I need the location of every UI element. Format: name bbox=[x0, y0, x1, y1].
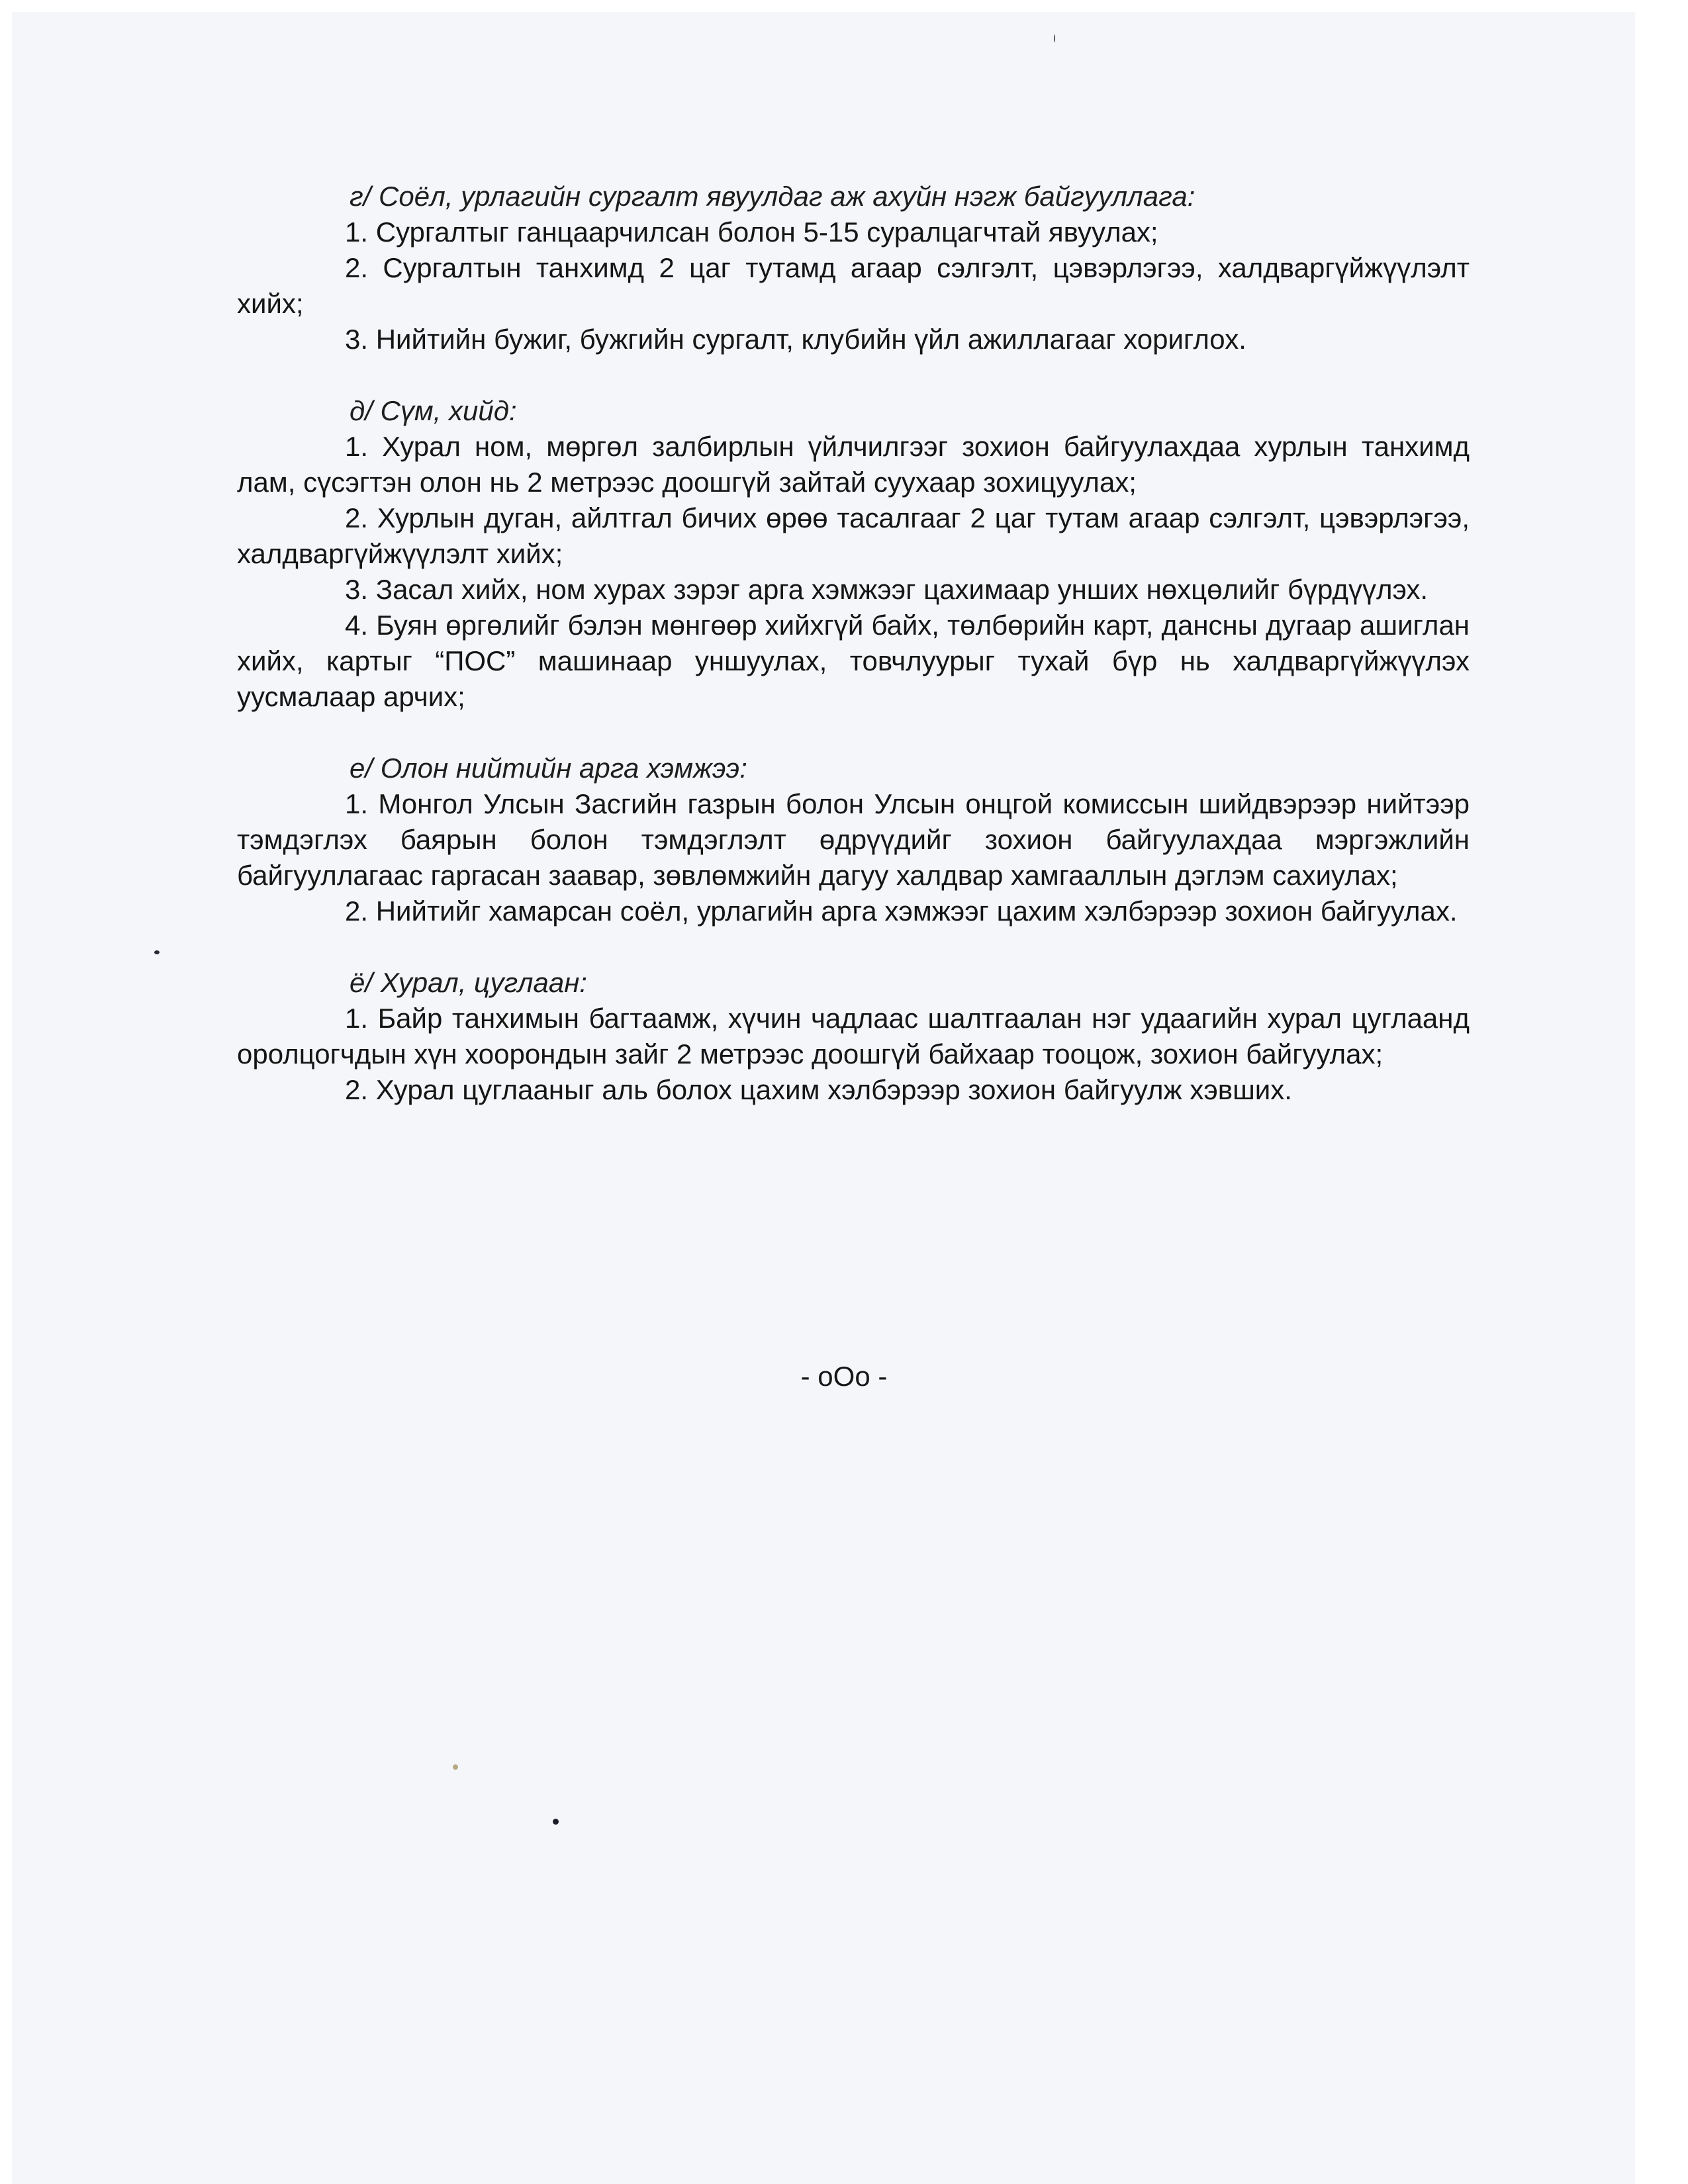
list-item: 2. Сургалтын танхимд 2 цаг тутамд агаар сэлгэлт, цэвэрлэгээ, халдваргүйжүүлэлт хийх; bbox=[237, 252, 1470, 319]
list-item: 3. Нийтийн бужиг, бужгийн сургалт, клубийн үйл ажиллагааг хориглох. bbox=[345, 324, 1246, 355]
scan-speck bbox=[453, 1764, 458, 1770]
list-item: 2. Хурал цуглааныг аль болох цахим хэлбэрээр зохион байгуулж хэвших. bbox=[345, 1074, 1292, 1105]
list-item: 2. Хурлын дуган, айлтгал бичих өрөө тасалгааг 2 цаг тутам агаар сэлгэлт, цэвэрлэгээ, халдваргүйжүүлэлт хийх; bbox=[237, 502, 1470, 569]
section-meetings-gatherings bbox=[237, 965, 1470, 1108]
list-item: 1. Сургалтыг ганцаарчилсан болон 5-15 суралцагчтай явуулах; bbox=[345, 216, 1158, 248]
section-temples-monasteries bbox=[237, 393, 1470, 715]
end-of-document-mark: - оОо - bbox=[800, 1361, 888, 1392]
section-heading: д/ Сүм, хийд: bbox=[350, 395, 517, 426]
section-heading: ё/ Хурал, цуглаан: bbox=[350, 967, 587, 998]
list-item: 1. Монгол Улсын Засгийн газрын болон Улсын онцгой комиссын шийдвэрээр нийтээр тэмдэглэх баярын болон тэмдэглэлт өдрүүдийг зохион байгуулахдаа мэргэжлийн байгууллагаас гаргасан заавар, зөвлөмжийн дагуу халдвар хамгааллын дэглэм сахиулах; bbox=[237, 788, 1470, 891]
list-item: 4. Буян өргөлийг бэлэн мөнгөөр хийхгүй байх, төлбөрийн карт, дансны дугаар ашиглан хийх, картыг “ПОС” машинаар уншуулах, товчлуурыг тухай бүр нь халдваргүйжүүлэх уусмалаар арчих; bbox=[237, 610, 1470, 712]
section-public-events bbox=[237, 751, 1470, 929]
section-heading: е/ Олон нийтийн арга хэмжээ: bbox=[350, 752, 747, 784]
scan-speck bbox=[553, 1819, 559, 1825]
scan-speck bbox=[154, 950, 160, 954]
section-heading: г/ Соёл, урлагийн сургалт явуулдаг аж ахуйн нэгж байгууллага: bbox=[350, 181, 1196, 212]
list-item: 1. Байр танхимын багтаамж, хүчин чадлаас шалтгаалан нэг удаагийн хурал цуглаанд оролцогчдын хүн хоорондын зайг 2 метрээс доошгүй байхаар тооцож, зохион байгуулах; bbox=[237, 1003, 1470, 1069]
document-body bbox=[237, 179, 1470, 1144]
list-item: 3. Засал хийх, ном хурах зэрэг арга хэмжээг цахимаар унших нөхцөлийг бүрдүүлэх. bbox=[345, 574, 1429, 605]
section-culture-arts-training bbox=[237, 179, 1470, 357]
list-item: 1. Хурал ном, мөргөл залбирлын үйлчилгээг зохион байгуулахдаа хурлын танхимд лам, сүсэгтэн олон нь 2 метрээс доошгүй зайтай суухаар зохицуулах; bbox=[237, 431, 1470, 498]
list-item: 2. Нийтийг хамарсан соёл, урлагийн арга хэмжээг цахим хэлбэрээр зохион байгуулах. bbox=[345, 895, 1458, 927]
scan-speck bbox=[1054, 34, 1055, 42]
